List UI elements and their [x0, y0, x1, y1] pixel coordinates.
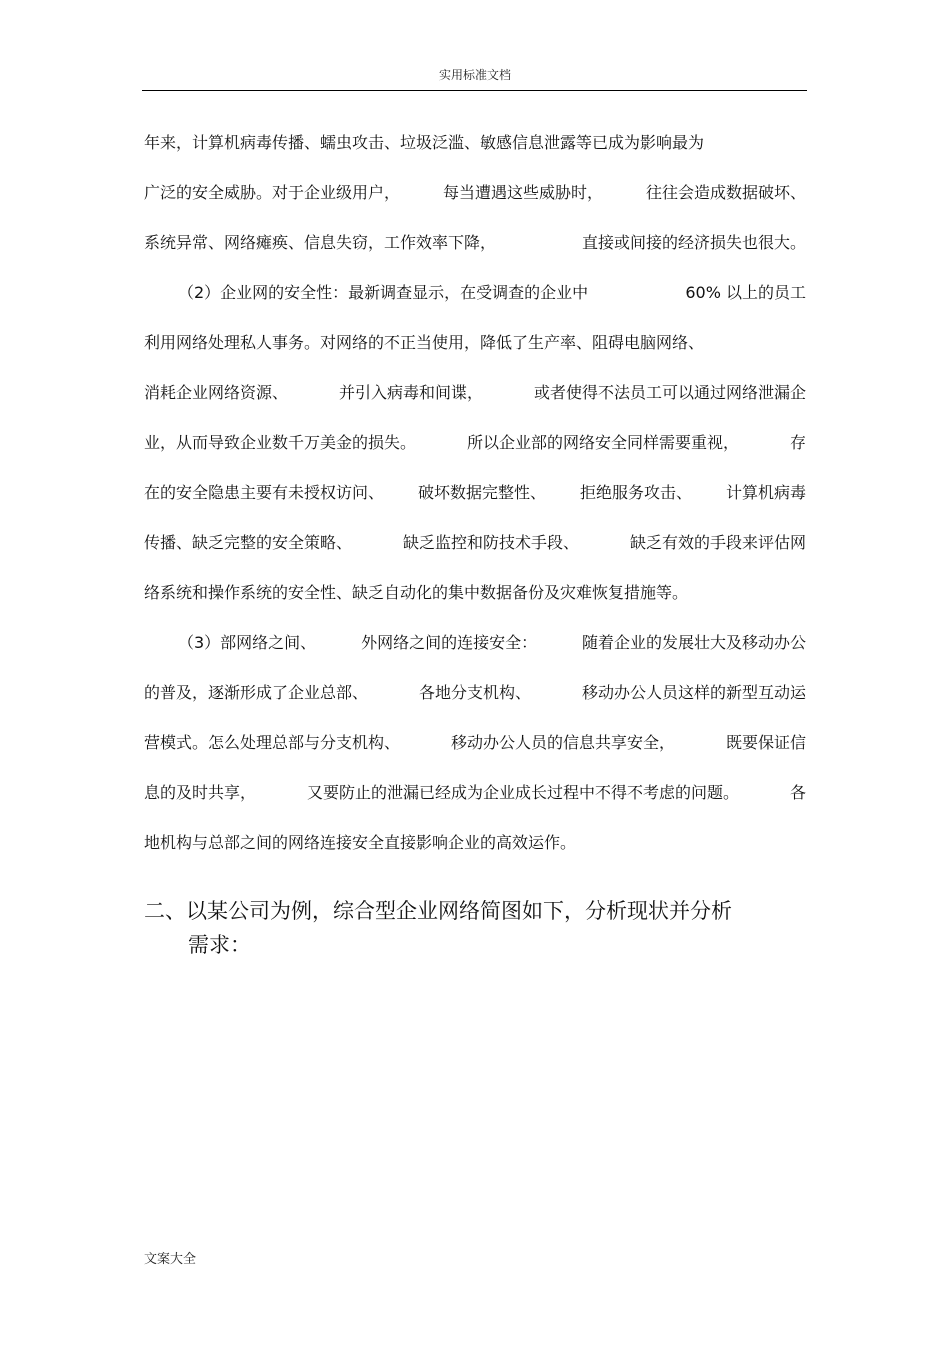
text-segment: 广泛的安全威胁。对于企业级用户， — [144, 183, 401, 202]
text-line — [144, 328, 806, 378]
header-divider — [142, 90, 807, 91]
text-segment: 存 — [789, 433, 806, 452]
text-line — [144, 178, 806, 228]
text-segment: 地机构与总部之间的网络连接安全直接影响企业的高效运作。 — [144, 833, 577, 852]
text-segment: 移动办公人员这样的新型互动运 — [581, 683, 806, 702]
text-segment: 利用网络处理私人事务。对网络的不正当使用，降低了生产率、阻碍电脑网络、 — [144, 333, 705, 352]
text-line — [144, 678, 806, 728]
text-line — [144, 778, 806, 828]
text-segment: 营模式。怎么处理总部与分支机构、 — [144, 733, 401, 752]
text-segment: 各 — [789, 783, 806, 802]
text-segment: 拒绝服务攻击、 — [579, 483, 692, 502]
text-segment: 各地分支机构、 — [418, 683, 531, 702]
text-segment: 缺乏有效的手段来评估网 — [629, 533, 806, 552]
text-segment: 破坏数据完整性、 — [417, 483, 546, 502]
text-segment: （3）部网络之间、 — [178, 633, 317, 652]
text-segment: 每当遭遇这些威胁时， — [442, 183, 603, 202]
text-segment: 消耗企业网络资源、 — [144, 383, 289, 402]
text-segment: 随着企业的发展壮大及移动办公 — [581, 633, 806, 652]
text-segment: 系统异常、网络瘫痪、信息失窃，工作效率下降， — [144, 233, 497, 252]
text-segment: 传播、缺乏完整的安全策略、 — [144, 533, 353, 552]
document-body — [144, 128, 806, 878]
section-heading-line-1: 二、以某公司为例，综合型企业网络简图如下，分析现状并分析 — [144, 899, 732, 923]
text-line — [144, 578, 806, 628]
text-segment: 息的及时共享， — [144, 783, 257, 802]
text-line — [144, 828, 806, 878]
text-line — [144, 478, 806, 528]
text-segment: 往往会造成数据破坏、 — [645, 183, 806, 202]
text-segment: 又要防止的泄漏已经成为企业成长过程中不得不考虑的问题。 — [306, 783, 739, 802]
text-line — [144, 278, 806, 328]
text-line — [144, 428, 806, 478]
text-segment: 既要保证信 — [725, 733, 806, 752]
text-segment: 缺乏监控和防技术手段、 — [402, 533, 579, 552]
text-segment: 移动办公人员的信息共享安全， — [450, 733, 675, 752]
text-segment: 年来，计算机病毒传播、蠕虫攻击、垃圾泛滥、敏感信息泄露等已成为影响最为 — [144, 133, 705, 152]
text-segment: 在的安全隐患主要有未授权访问、 — [144, 483, 385, 502]
text-line — [144, 728, 806, 778]
text-segment: 所以企业部的网络安全同样需要重视， — [466, 433, 739, 452]
text-line — [144, 378, 806, 428]
section-heading — [144, 894, 806, 962]
text-segment: 并引入病毒和间谍， — [338, 383, 483, 402]
text-segment: 的普及，逐渐形成了企业总部、 — [144, 683, 369, 702]
text-segment: 络系统和操作系统的安全性、缺乏自动化的集中数据备份及灾难恢复措施等。 — [144, 583, 689, 602]
text-segment: 60% 以上的员工 — [685, 283, 806, 302]
text-segment: 外网络之间的连接安全： — [361, 633, 538, 652]
text-segment: （2）企业网的安全性：最新调查显示，在受调查的企业中 — [178, 283, 589, 302]
paragraph-3 — [144, 628, 806, 878]
page-header: 实用标准文档 — [438, 68, 511, 82]
text-segment: 或者使得不法员工可以通过网络泄漏企 — [533, 383, 806, 402]
text-segment: 计算机病毒 — [725, 483, 806, 502]
paragraph-1 — [144, 128, 806, 278]
text-segment: 业，从而导致企业数千万美金的损失。 — [144, 433, 417, 452]
page-footer: 文案大全 — [144, 1252, 197, 1267]
text-line — [144, 628, 806, 678]
text-line — [144, 128, 806, 178]
text-segment: 直接或间接的经济损失也很大。 — [581, 233, 806, 252]
text-line — [144, 528, 806, 578]
paragraph-2 — [144, 278, 806, 628]
section-heading-line-2: 需求： — [188, 933, 251, 957]
text-line — [144, 228, 806, 278]
